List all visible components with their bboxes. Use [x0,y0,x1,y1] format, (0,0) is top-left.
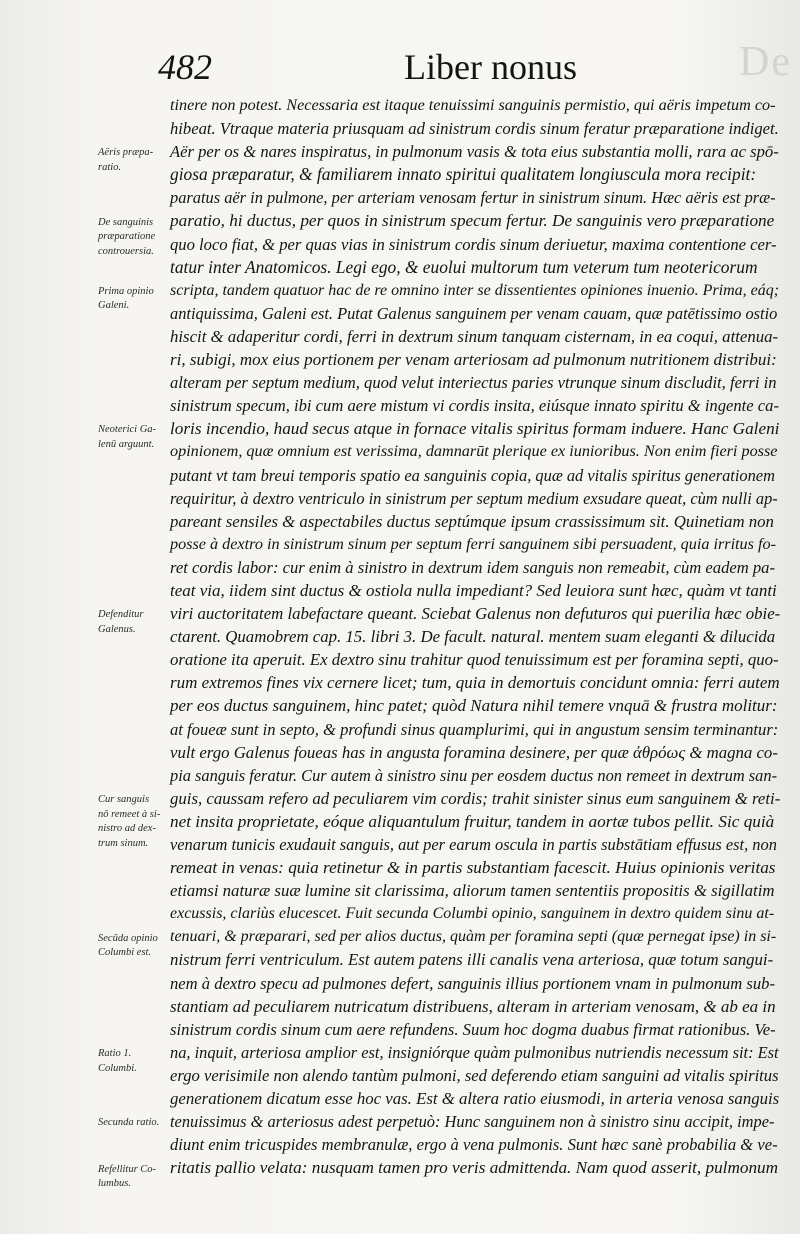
margin-note-neoterici [98,423,170,452]
text-line: loris incendio, haud secus atque in fornace vitalis spiritus formam induere. Hanc Galeni [170,419,780,439]
margin-note-line: Prima opinio [98,285,154,297]
text-line: alteram per septum medium, quod velut interiectus paries vtrunque sinum discludit, ferri in [170,373,777,393]
text-line: quo loco fiat, & per quas vias in sinistrum cordis sinum deriuetur, maxima contentione cer- [170,234,777,254]
margin-note-refellitur [98,1163,170,1192]
text-line: Aër per os & nares inspiratus, in pulmonum vasis & tota eius substantia molli, rara ac spō- [170,142,779,162]
margin-note-line: Secūda opinio [98,932,158,944]
margin-note-line: Neoterici Ga- [98,424,157,436]
text-line: excussis, clariùs elucescet. Fuit secunda Columbi opinio, sanguinem in dextro quidem sinu at- [170,905,775,923]
text-line: posse à dextro in sinistrum sinum per septum ferri sanguinem sibi persuadent, quia irritus fo- [170,534,776,553]
text-line: venarum tunicis exudauit sanguis, aut per earum oscula in partis substātiam effusus est, non [170,835,777,854]
text-line: diunt enim tricuspides membranulæ, ergo à vena pulmonis. Sunt hæc sanè probabilia & ve- [170,1135,778,1155]
text-line: ergo verisimile non alendo tantùm pulmoni, sed deferendo etiam sanguini ad vitalis spiritus [170,1065,779,1085]
show-through-text: De [739,39,792,85]
margin-note-defenditur [98,608,170,637]
text-line: pia sanguis feratur. Cur autem à sinistro sinu per eosdem ductus non remeet in dextrum san- [170,765,778,785]
margin-note-line: trum sinum. [98,837,149,849]
text-line: per eos ductus sanguinem, hinc patet; quòd Natura nihil temere vnquā & frustra molitur: [170,696,778,716]
text-line: paratio, hi ductus, per quos in sinistrum specum fertur. De sanguinis vero præparatione [170,211,775,231]
margin-note-line: Ratio 1. [98,1048,132,1060]
text-line: tenuissimus & arteriosus adest perpetuò: Hunc sanguinem non à sinistro sinu accipit, impe- [170,1112,775,1132]
text-line: putant vt tam breui temporis spatio ea sanguinis copia, quæ ad vitalis spiritus generationem [170,465,775,485]
text-line: viri auctoritatem labefactare queant. Sciebat Galenus non defuturos qui puerilia hæc obie- [170,604,781,624]
text-line: net insita proprietate, eóque aliquantulum fruitur, tandem in aortæ tubos pellit. Sic quià [170,811,775,831]
margin-note-secunda-ratio [98,1116,170,1131]
margin-note-line: Aëris præpa- [98,147,154,159]
margin-note-line: De sanguinis [98,216,154,228]
text-line: ri, subigi, mox eius portionem per venam arteriosam ad pulmonum nutritionem distribui: [170,350,777,370]
margin-note-line: Cur sanguis [98,794,150,805]
margin-note-line: nistro ad dex- [98,823,156,834]
text-line: opinionem, quæ omnium est verissima, damnarūt plerique ex iunioribus. Non enim fieri posse [170,442,778,461]
text-line: requiritur, à dextro ventriculo in sinistrum per septum medium exsudare queat, cùm nulli ap- [170,488,778,508]
margin-note-line: lenū arguunt. [98,438,155,450]
text-line: tinere non potest. Necessaria est itaque tenuissimi sanguinis permistio, qui aëris impetum co- [170,96,776,114]
text-line: antiquissima, Galeni est. Putat Galenus sanguinem per venam cauam, quæ patētissimo ostio [170,303,778,323]
margin-note-cur-sanguis [98,793,170,851]
margin-note-line: lumbus. [98,1178,131,1190]
page-number: 482 [158,47,212,87]
text-line: oratione ita aperuit. Ex dextro sinu trahitur quod tenuissimum est per foramina septi, quo- [170,650,779,670]
text-line: na, inquit, arteriosa amplior est, insigniórque quàm pulmonibus nutriendis necessum sit: Est [170,1042,779,1062]
text-line: scripta, tandem quatuor hac de re omnino inter se dissentientes opiniones inuenio. Prima, eáq; [170,281,780,299]
margin-note-line: controuersia. [98,245,154,257]
text-line: generationem dicatum esse hoc vas. Est & altera ratio eiusmodi, in arteria venosa sanguis [170,1089,780,1109]
margin-note-line: Secunda ratio. [98,1117,160,1129]
text-line: etiamsi naturæ suæ lumine sit clarissima, aliorum tamen sententiis propositis & sigillatim [170,881,775,901]
text-line: ritatis pallio velata: nusquam tamen pro veris admittenda. Nam quod asserit, pulmonum [170,1158,779,1178]
margin-note-line: Columbi est. [98,947,152,959]
main-text-block [170,94,780,1179]
text-line: rum extremos fines vix cernere licet; tum, quia in demortuis concidunt omnia: ferri autem [170,673,780,693]
text-line: pareant sensiles & aspectabiles ductus septúmque ipsum crassissimum sit. Quinetiam non [170,511,774,531]
margin-note-secunda-opinio [98,932,170,961]
margin-note-de-sanguinis [98,216,170,260]
text-line: sinistrum specum, ibi cum aere mistum vi cordis insita, eiúsque innato spiritu & ingente ca- [170,396,779,416]
text-line: stantiam ad peculiarem nutricatum distribuens, alteram in arteriam venosam, & ab ea in [170,996,776,1016]
text-line: remeat in venas: quia retinetur & in partis substantiam facescit. Huius opinionis veritas [170,858,776,878]
margin-note-line: Galenus. [98,623,136,635]
text-line: hiscit & adaperitur cordi, ferri in dextrum sinum tanquam cisternam, in ea coqui, attenua- [170,326,779,346]
margin-note-line: Galeni. [98,300,130,312]
text-line: sinistrum cordis sinum cum aere refundens. Suum hoc dogma duabus firmat rationibus. Ve- [170,1019,776,1039]
margin-note-line: nō remeet à si- [98,808,161,820]
text-line: ctarent. Quamobrem cap. 15. libri 3. De facult. natural. mentem suam eleganti & dilucida [170,627,776,647]
margin-note-line: Columbi. [98,1062,137,1074]
margin-note-ratio-1 [98,1047,170,1076]
text-line: vult ergo Galenus foueas has in angusta foramina desinere, per quæ ἀθρόως & magna co- [170,742,778,762]
margin-note-line: ratio. [98,161,122,173]
text-line: tatur inter Anatomicos. Legi ego, & euolui multorum tum veterum tum neotericorum [170,256,758,277]
text-line: ret cordis labor: cur enim à sinistro in dextrum idem sanguis non remeabit, cùm eadem pa- [170,557,775,577]
text-line: tenuari, & præparari, sed per alios ductus, quàm per foramina septi (quæ pernegat ipse) in si- [170,928,777,946]
margin-note-line: Defenditur [98,609,144,621]
text-line: nistrum ferri ventriculum. Est autem patens illi canalis vena arteriosa, quæ totum sangui- [170,950,774,970]
margin-note-line: præparatione [98,231,156,242]
margin-note-aeris-praeparatio [98,146,170,175]
text-line: teat via, iidem sint ductus & ostiola nulla impediant? Sed leuiora sunt hæc, quàm vt tanti [170,580,777,600]
text-line: at foueæ sunt in septo, & profundi sinus quamplurimi, qui in angustum sensim terminantur: [170,719,779,739]
text-line: guis, caussam refero ad peculiarem vim cordis; trahit sinister sinus eum sanguinem & reti- [170,788,781,808]
text-line: giosa præparatur, & familiarem innato spiritui qualitatem longiuscula mora recipit: [170,164,757,185]
margin-note-prima-opinio [98,285,170,314]
margin-note-line: Refellitur Co- [98,1163,157,1175]
text-line: hibeat. Vtraque materia priusquam ad sinistrum cordis sinum feratur præparatione indiget. [170,119,779,139]
text-line: paratus aër in pulmone, per arteriam venosam fertur in sinistrum sinum. Hæc aëris est præ- [170,188,776,208]
text-line: nem à dextro specu ad pulmones defert, sanguinis illius portionem vnam in pulmonum sub- [170,973,775,993]
running-head: Liber nonus [404,47,577,87]
